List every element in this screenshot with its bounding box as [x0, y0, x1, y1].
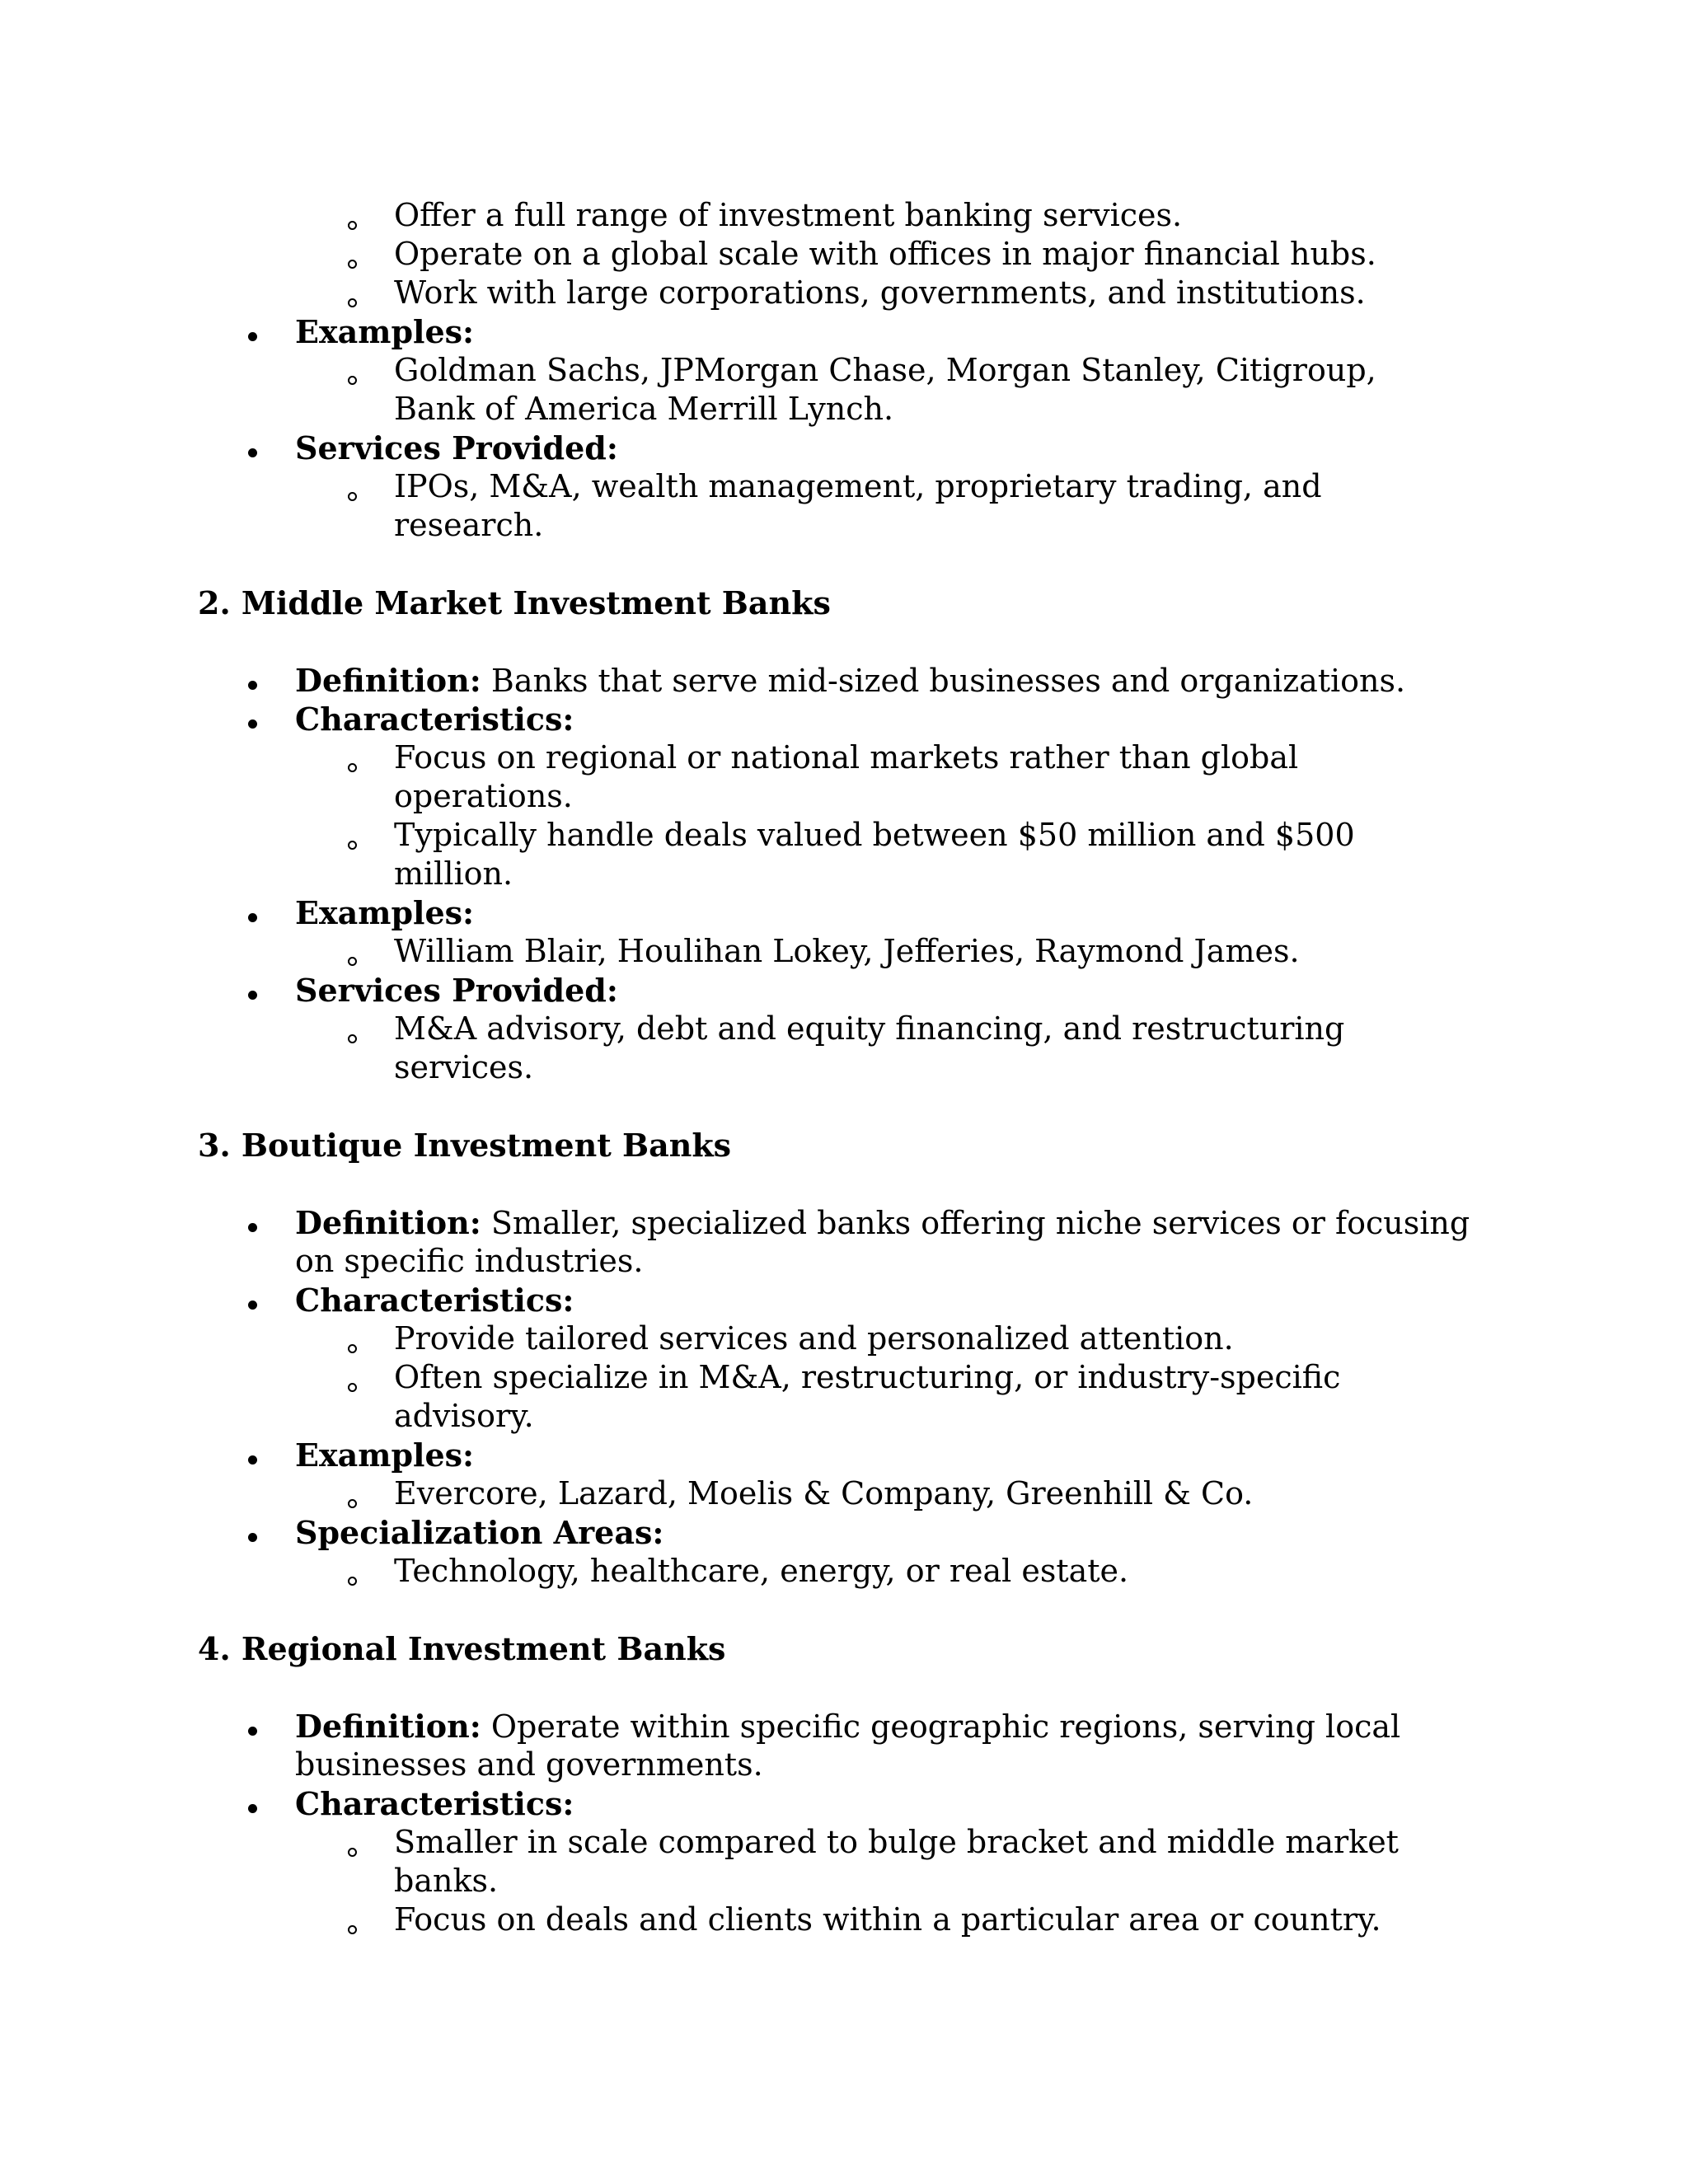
list-item-text: Offer a full range of investment banking services.: [394, 197, 1183, 233]
list-item-text: Often specialize in M&A, restructuring, or industry-specific: [394, 1359, 1341, 1395]
bullet-marker: [248, 1455, 257, 1465]
sub-bullet-marker: [348, 1925, 357, 1934]
definition-line: [295, 661, 1405, 701]
sub-bullet-marker: [348, 376, 357, 385]
definition-label: Definition:: [295, 662, 481, 699]
list-label: Services Provided:: [295, 429, 618, 466]
bullet-marker: [248, 991, 257, 1000]
bullet-marker: [248, 332, 257, 341]
list-item-text: advisory.: [394, 1398, 534, 1434]
list-item-text: Work with large corporations, governments, and institutions.: [394, 274, 1366, 311]
sub-bullet-marker: [348, 260, 357, 269]
list-item-text: operations.: [394, 778, 573, 814]
list-label: Characteristics:: [295, 1785, 574, 1822]
sub-bullet-marker: [348, 1034, 357, 1043]
definition-text: Banks that serve mid-sized businesses and organizations.: [481, 663, 1406, 699]
definition-text: businesses and governments.: [295, 1746, 763, 1783]
list-item-text: Focus on regional or national markets rather than global: [394, 739, 1299, 776]
list-item-text: M&A advisory, debt and equity financing, and restructuring: [394, 1010, 1345, 1047]
list-item-text: IPOs, M&A, wealth management, proprietary trading, and: [394, 468, 1322, 504]
list-item-text: Focus on deals and clients within a particular area or country.: [394, 1901, 1381, 1938]
bullet-marker: [248, 681, 257, 690]
list-label: Characteristics:: [295, 1282, 574, 1319]
definition-text: on specific industries.: [295, 1243, 644, 1279]
list-label: Services Provided:: [295, 972, 618, 1009]
bullet-marker: [248, 719, 257, 729]
list-item-text: Bank of America Merrill Lynch.: [394, 391, 894, 427]
sub-bullet-marker: [348, 763, 357, 772]
list-item-text: services.: [394, 1049, 534, 1085]
list-label: Examples:: [295, 894, 475, 931]
sub-bullet-marker: [348, 957, 357, 966]
sub-bullet-marker: [348, 1848, 357, 1857]
definition-text: Smaller, specialized banks offering niche services or focusing: [481, 1205, 1470, 1241]
sub-bullet-marker: [348, 1499, 357, 1508]
list-item-text: Provide tailored services and personalized attention.: [394, 1320, 1234, 1357]
list-label: Characteristics:: [295, 701, 574, 738]
bullet-marker: [248, 913, 257, 922]
list-item-text: Operate on a global scale with offices in major financial hubs.: [394, 236, 1376, 272]
list-item-text: Smaller in scale compared to bulge bracket and middle market: [394, 1824, 1399, 1860]
list-item-text: Goldman Sachs, JPMorgan Chase, Morgan Stanley, Citigroup,: [394, 352, 1376, 388]
sub-bullet-marker: [348, 221, 357, 230]
definition-label: Definition:: [295, 1204, 481, 1241]
section-heading: 4. Regional Investment Banks: [198, 1630, 726, 1667]
bullet-marker: [248, 1804, 257, 1813]
bullet-marker: [248, 1223, 257, 1232]
definition-label: Definition:: [295, 1708, 481, 1745]
list-label: Examples:: [295, 313, 475, 350]
sub-bullet-marker: [348, 1344, 357, 1353]
bullet-marker: [248, 448, 257, 457]
sub-bullet-marker: [348, 298, 357, 307]
bullet-marker: [248, 1301, 257, 1310]
list-label: Examples:: [295, 1436, 475, 1474]
list-item-text: research.: [394, 507, 544, 543]
definition-line: [295, 1203, 1470, 1243]
sub-bullet-marker: [348, 1383, 357, 1392]
list-item-text: Typically handle deals valued between $50 million and $500: [394, 817, 1355, 853]
list-label: Specialization Areas:: [295, 1514, 664, 1551]
section-heading: 3. Boutique Investment Banks: [198, 1127, 732, 1164]
bullet-marker: [248, 1727, 257, 1736]
definition-line: [295, 1707, 1400, 1746]
sub-bullet-marker: [348, 841, 357, 850]
list-item-text: Evercore, Lazard, Moelis & Company, Greenhill & Co.: [394, 1475, 1254, 1511]
list-item-text: William Blair, Houlihan Lokey, Jefferies, Raymond James.: [394, 933, 1300, 969]
list-item-text: million.: [394, 855, 513, 892]
sub-bullet-marker: [348, 492, 357, 501]
section-heading: 2. Middle Market Investment Banks: [198, 584, 831, 621]
definition-text: Operate within specific geographic regions, serving local: [481, 1708, 1401, 1745]
sub-bullet-marker: [348, 1577, 357, 1586]
list-item-text: Technology, healthcare, energy, or real estate.: [394, 1553, 1129, 1589]
list-item-text: banks.: [394, 1863, 499, 1899]
bullet-marker: [248, 1533, 257, 1542]
